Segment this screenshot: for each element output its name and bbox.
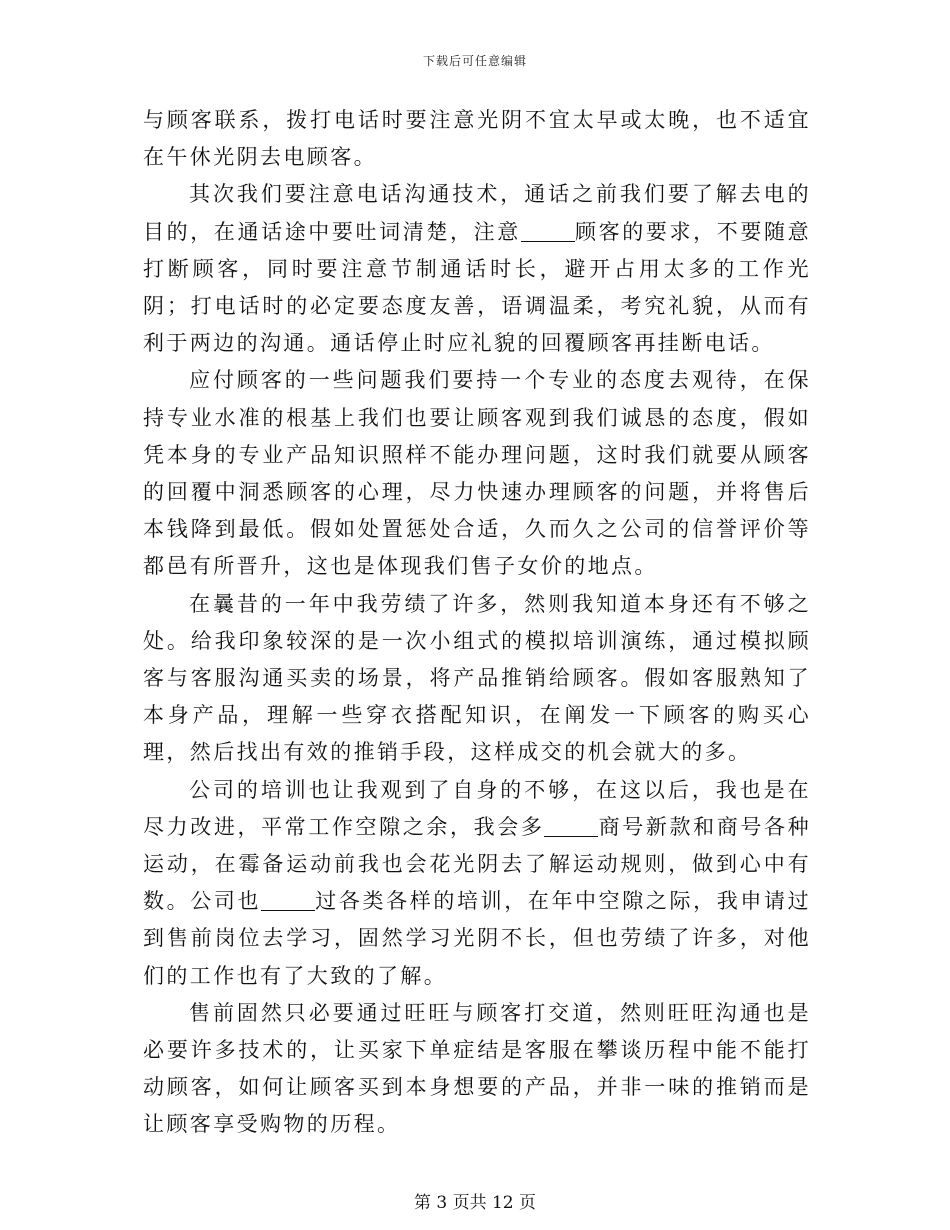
paragraph-customer-issues [143, 362, 811, 585]
paragraph-text: 过各类各样的培训，在年中空隙之际，我申请过到售前岗位去学习，固然学习光阴不长，但也劳绩了许多，对他们的工作也有了大致的了解。 [143, 889, 811, 988]
paragraph-past-year [143, 586, 811, 772]
paragraph-text: 顾客的要求，不要随意打断顾客，同时要注意节制通话时长，避开占用太多的工作光阴；打电话时的必定要态度友善，语调温柔，考究礼貌，从而有利于两边的沟通。通话停止时应礼貌的回覆顾客再挂断电话。 [143, 219, 811, 356]
fill-blank [521, 221, 575, 242]
fill-blank [261, 890, 315, 911]
paragraph-text: 售前固然只必要通过旺旺与顾客打交道，然则旺旺沟通也是必要许多技术的，让买家下单症结是客服在攀谈历程中能不能打动顾客，如何让顾客买到本身想要的产品，并非一味的推销而是让顾客享受购物的历程。 [143, 1000, 811, 1137]
paragraph-text: 公司的培训也让我观到了自身的不够，在这以后，我也是在尽力改进，平常工作空隙之余，我会多 [143, 777, 811, 839]
paragraph-text: 应付顾客的一些问题我们要持一个专业的态度去观待，在保持专业水准的根基上我们也要让顾客观到我们诚恳的态度，假如凭本身的专业产品知识照样不能办理问题，这时我们就要从顾客的回覆中洞悉顾客的心理，尽力快速办理顾客的问题，并将售后本钱降到最低。假如处置惩处合适，久而久之公司的信誉评价等都邑有所晋升，这也是体现我们售子女价的地点。 [143, 368, 811, 579]
paragraph-phone-skills [143, 176, 811, 362]
page-header: 下载后可任意编辑 [422, 54, 527, 68]
paragraph-continuation [143, 102, 811, 176]
page-footer: 第 3 页共 12 页 [413, 1193, 537, 1213]
paragraph-presales [143, 995, 811, 1144]
fill-blank [544, 816, 598, 837]
paragraph-training [143, 772, 811, 995]
paragraph-text: 在曩昔的一年中我劳绩了许多，然则我知道本身还有不够之处。给我印象较深的是一次小组式的模拟培训演练，通过模拟顾客与客服沟通买卖的场景，将产品推销给顾客。假如客服熟知了本身产品，理解一些穿衣搭配知识，在阐发一下顾客的购买心理，然后找出有效的推销手段，这样成交的机会就大的多。 [143, 591, 811, 765]
document-body [143, 102, 811, 1144]
paragraph-text: 商号新款和商号各种运动，在霉备运动前我也会花光阴去了解运动规则，做到心中有数。公司也 [143, 814, 811, 914]
paragraph-text: 其次我们要注意电话沟通技术，通话之前我们要了解去电的目的，在通话途中要吐词清楚，注意 [143, 182, 811, 244]
paragraph-text: 与顾客联系，拨打电话时要注意光阴不宜太早或太晚，也不适宜在午休光阴去电顾客。 [143, 108, 811, 170]
